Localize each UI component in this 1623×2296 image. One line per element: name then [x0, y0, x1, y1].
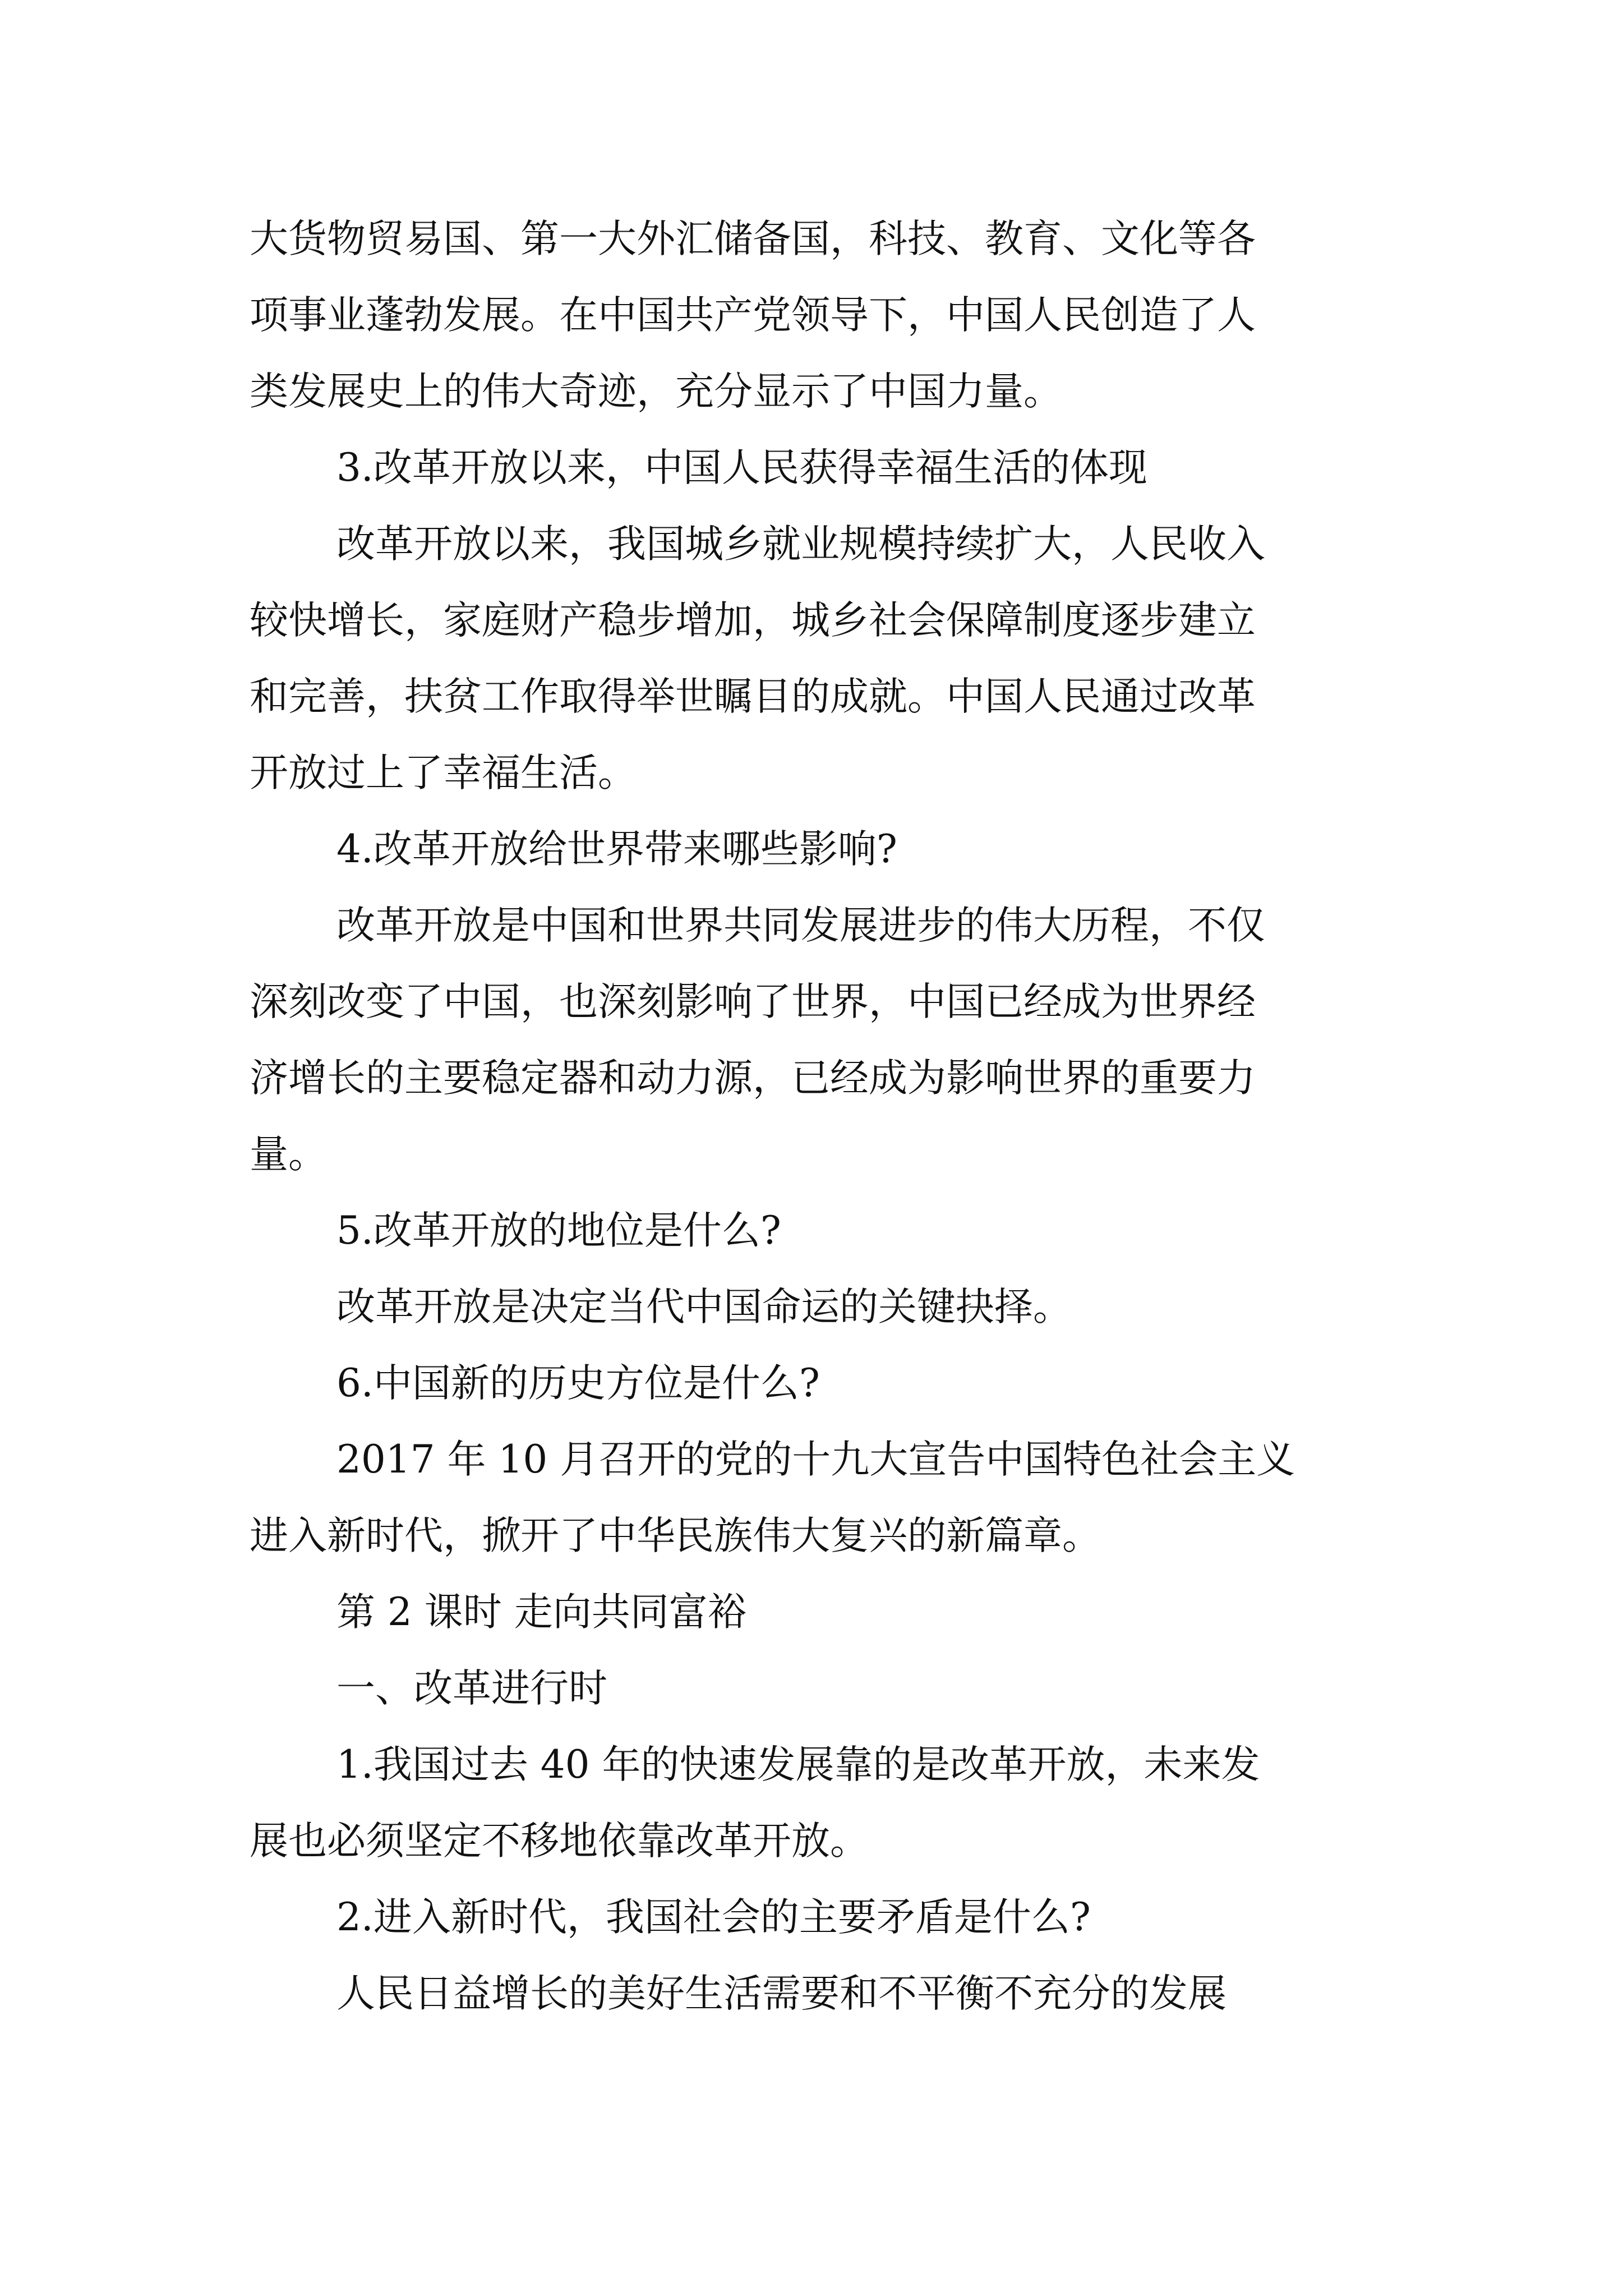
- section-heading: 5.改革开放的地位是什么?: [336, 1208, 781, 1253]
- text-line: 济增长的主要稳定器和动力源，已经成为影响世界的重要力: [250, 1056, 1256, 1101]
- text-line: 和完善，扶贫工作取得举世瞩目的成就。中国人民通过改革: [250, 674, 1256, 719]
- text-line: 改革开放是中国和世界共同发展进步的伟大历程，不仅: [336, 903, 1265, 948]
- text-line: 2017 年 10 月召开的党的十九大宣告中国特色社会主义: [336, 1437, 1295, 1482]
- section-heading: 2.进入新时代，我国社会的主要矛盾是什么?: [336, 1895, 1091, 1940]
- text-line: 进入新时代，掀开了中华民族伟大复兴的新篇章。: [250, 1513, 1101, 1558]
- section-heading: 4.改革开放给世界带来哪些影响?: [336, 827, 897, 872]
- section-heading: 6.中国新的历史方位是什么?: [336, 1361, 820, 1406]
- text-line: 开放过上了幸福生活。: [250, 751, 637, 795]
- section-heading: 一、改革进行时: [336, 1666, 607, 1711]
- text-line: 项事业蓬勃发展。在中国共产党领导下，中国人民创造了人: [250, 293, 1256, 338]
- text-line: 较快增长，家庭财产稳步增加，城乡社会保障制度逐步建立: [250, 598, 1256, 643]
- text-line: 人民日益增长的美好生活需要和不平衡不充分的发展: [336, 1971, 1227, 2016]
- section-heading: 3.改革开放以来，中国人民获得幸福生活的体现: [336, 445, 1147, 490]
- text-line: 量。: [250, 1132, 327, 1177]
- lesson-heading: 第 2 课时 走向共同富裕: [336, 1590, 746, 1635]
- text-line: 类发展史上的伟大奇迹，充分显示了中国力量。: [250, 369, 1062, 414]
- text-line: 改革开放是决定当代中国命运的关键抉择。: [336, 1285, 1072, 1329]
- text-line: 大货物贸易国、第一大外汇储备国，科技、教育、文化等各: [250, 217, 1256, 261]
- text-line: 1.我国过去 40 年的快速发展靠的是改革开放，未来发: [336, 1742, 1260, 1787]
- text-line: 展也必须坚定不移地依靠改革开放。: [250, 1819, 869, 1864]
- text-line: 改革开放以来，我国城乡就业规模持续扩大，人民收入: [336, 522, 1265, 567]
- text-line: 深刻改变了中国，也深刻影响了世界，中国已经成为世界经: [250, 979, 1256, 1024]
